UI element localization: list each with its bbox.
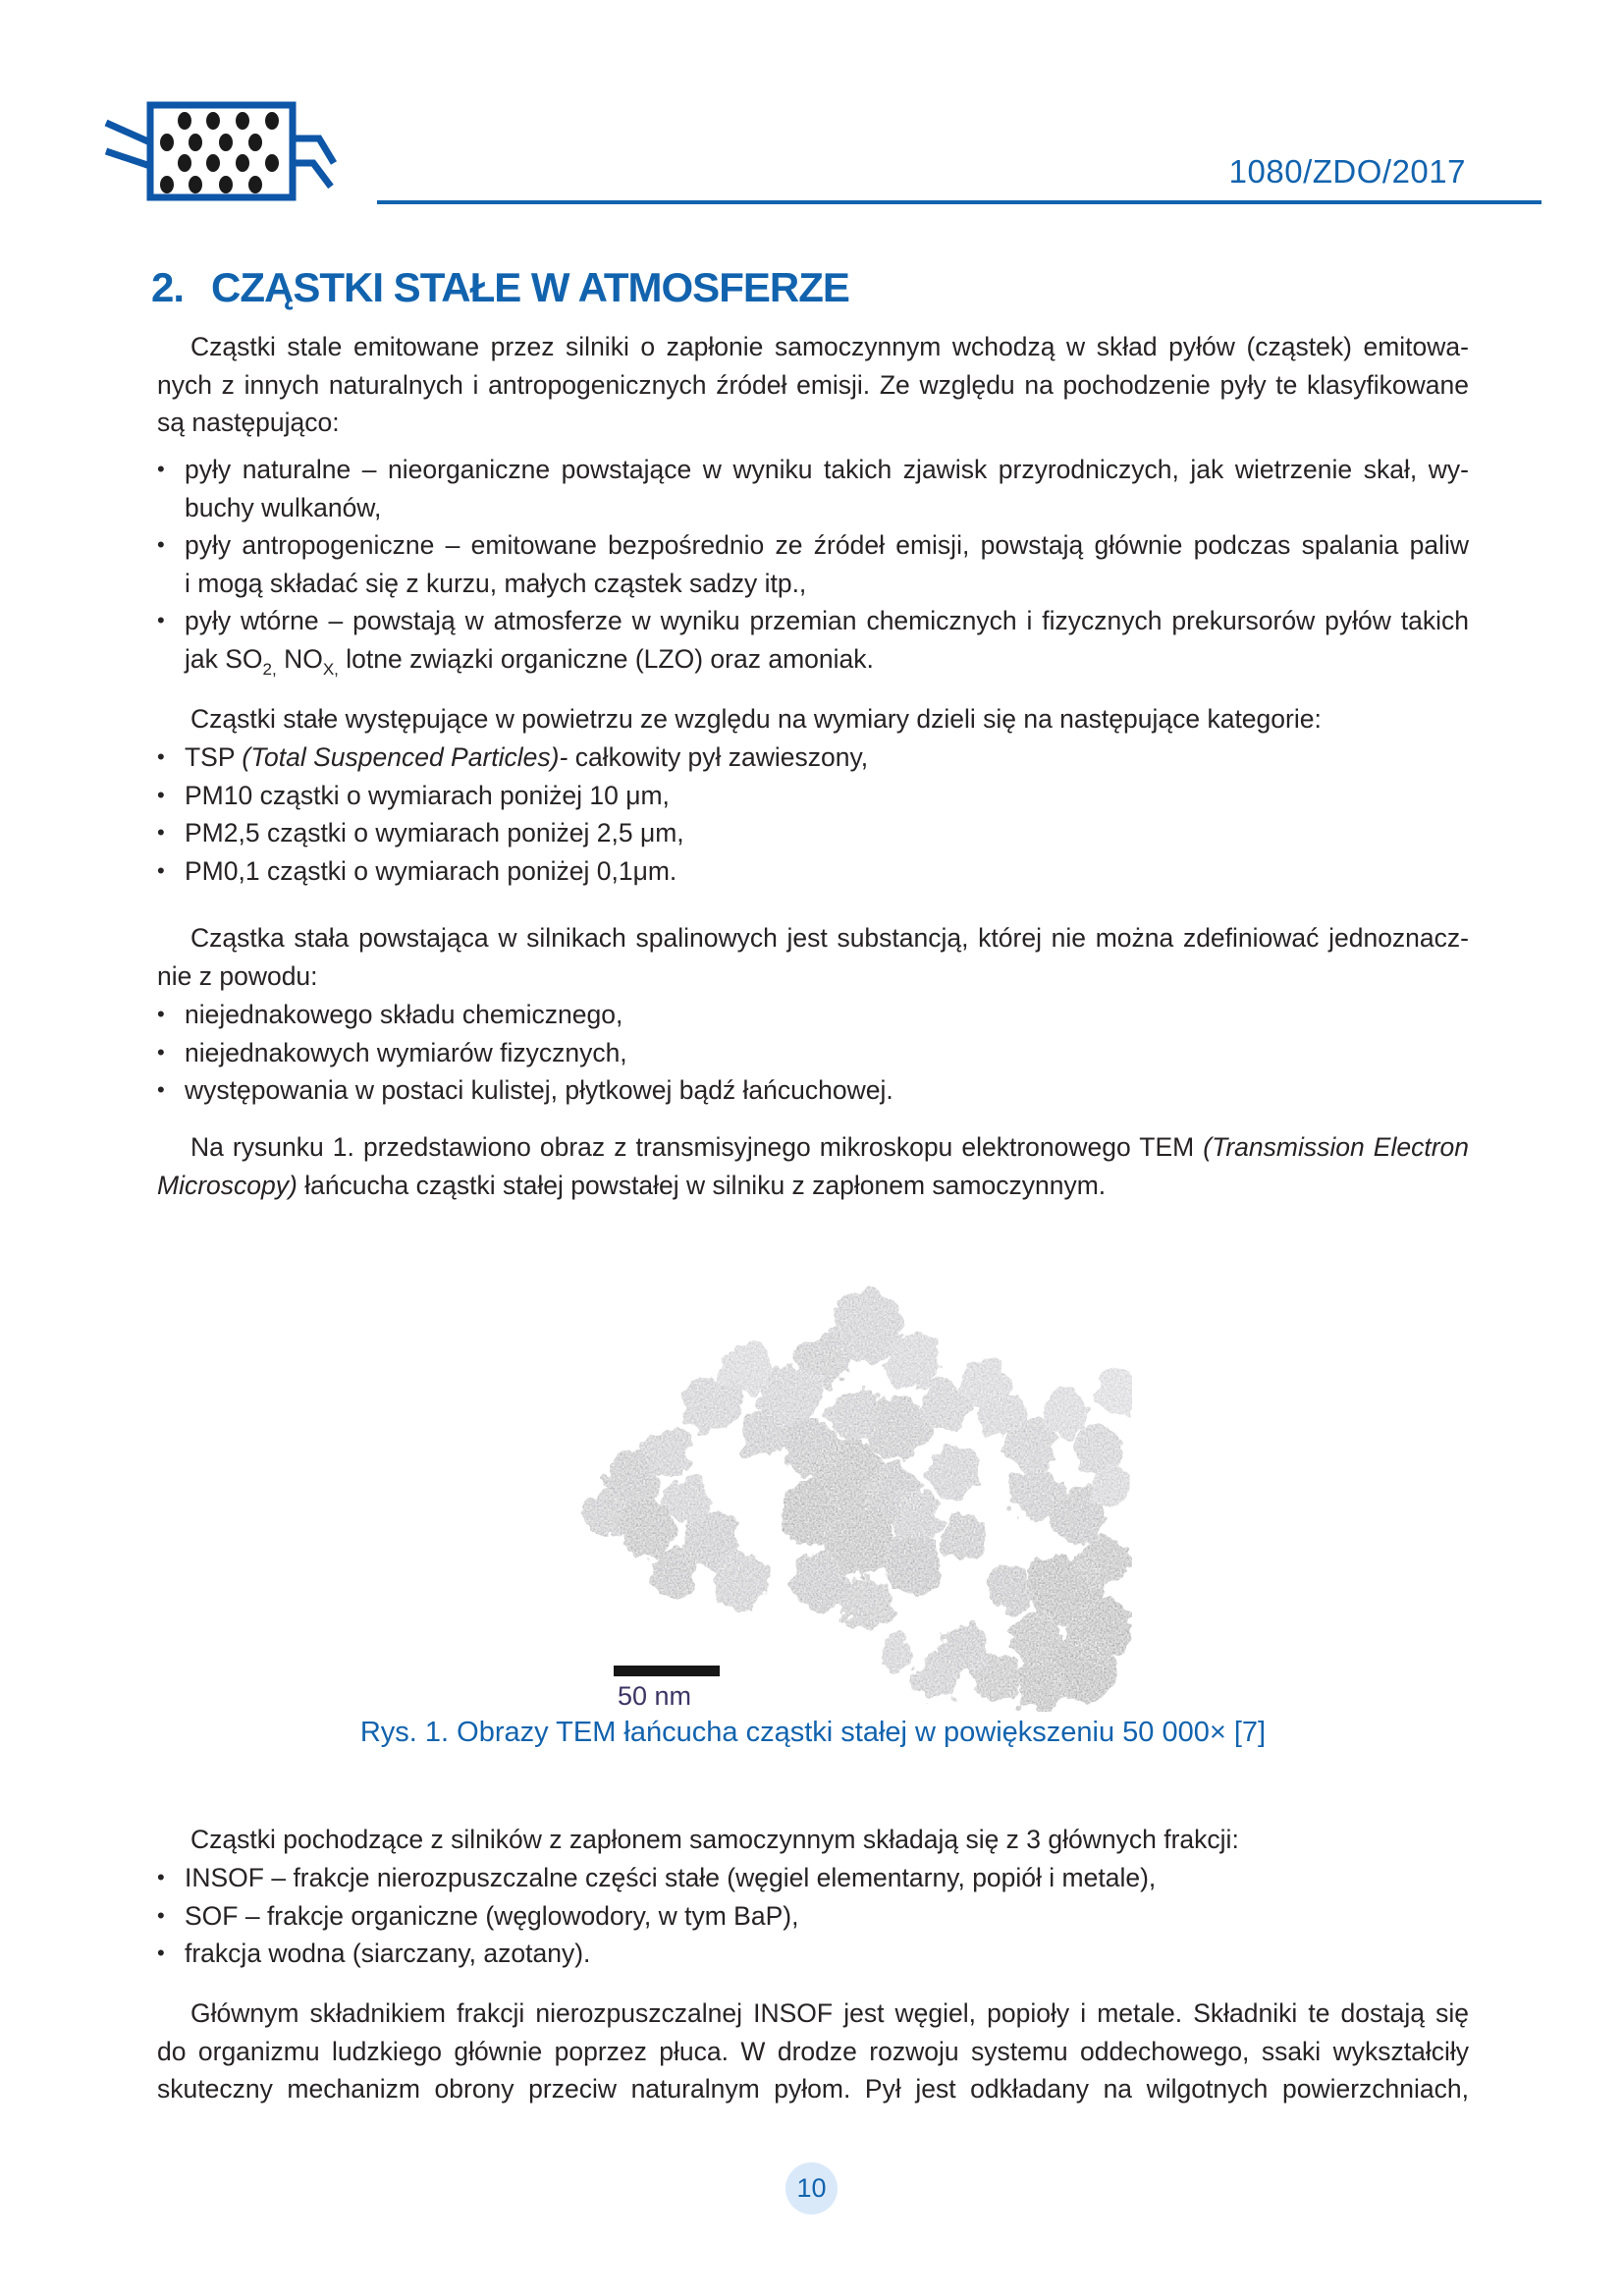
text-line: Głównym składnikiem frakcji nierozpuszczalnej INSOF jest węgiel, popioły i metale. Składniki te dostają się xyxy=(190,1998,1469,2028)
text-line: występowania w postaci kulistej, płytkowej bądź łańcuchowej. xyxy=(185,1075,893,1106)
page-number: 10 xyxy=(796,2173,827,2203)
text-line: niejednakowych wymiarów fizycznych, xyxy=(185,1037,627,1067)
text-line: pyły naturalne – nieorganiczne powstające w wyniku takich zjawisk przyrodniczych, jak wietrzenie skał, wy- xyxy=(185,455,1469,484)
text-line: nie z powodu: xyxy=(157,960,318,991)
bullet-icon: • xyxy=(157,1865,165,1889)
text-line xyxy=(185,640,1469,689)
categories-list xyxy=(157,738,1469,890)
text-line: skuteczny mechanizm obrony przeciw naturalnym pyłom. Pył jest odkładany na wilgotnych powierzchniach, xyxy=(157,2074,1469,2105)
text-line xyxy=(185,738,1469,777)
text-run-italic: Microscopy) xyxy=(157,1170,298,1200)
document-number: 1080/ZDO/2017 xyxy=(1228,153,1466,190)
logo-inlet-line xyxy=(106,151,150,166)
figure-tem xyxy=(572,1265,1132,1712)
scale-bar xyxy=(614,1666,720,1676)
categories-intro xyxy=(157,700,1469,738)
text-run-italic: (Transmission Electron xyxy=(1203,1132,1469,1162)
list-item-sof xyxy=(157,1897,1469,1936)
text-run: NO xyxy=(276,643,323,674)
text-run: Na rysunku 1. przedstawiono obraz z transmisyjnego mikroskopu elektronowego TEM xyxy=(190,1132,1204,1162)
logo-outlet-line xyxy=(293,163,331,187)
fractions-list xyxy=(157,1859,1469,1973)
text-line xyxy=(157,1167,1469,1205)
chem-subscript: X, xyxy=(322,659,339,679)
text-line: SOF – frakcje organiczne (węglowodory, w tym BaP), xyxy=(185,1900,799,1931)
list-item-water-fraction xyxy=(157,1935,1469,1973)
text-run: całkowity pył zawieszony, xyxy=(568,742,869,772)
text-run: lotne związki organiczne (LZO) oraz amoniak. xyxy=(338,643,874,674)
reasons-list xyxy=(157,996,1469,1110)
list-item-anthropogenic-dust xyxy=(157,526,1469,602)
list-item-pm10 xyxy=(157,777,1469,815)
section-heading xyxy=(151,264,849,310)
intro-paragraph xyxy=(157,328,1469,442)
text-line: nych z innych naturalnych i antropogenicznych źródeł emisji. Ze względu na pochodzenie pyły te klasyfikowane xyxy=(157,369,1469,400)
text-line: pyły wtórne – powstają w atmosferze w wyniku przemian chemicznych i fizycznych prekursorów pyłów takich xyxy=(185,606,1469,636)
header-divider xyxy=(377,200,1542,204)
bullet-icon: • xyxy=(157,1039,165,1065)
definition-paragraph xyxy=(157,919,1469,995)
list-item-pm25 xyxy=(157,814,1469,852)
dust-types-list xyxy=(157,451,1469,689)
text-line: niejednakowego składu chemicznego, xyxy=(185,1000,623,1029)
bullet-icon: • xyxy=(157,1902,165,1928)
closing-paragraph xyxy=(157,1995,1469,2108)
bullet-icon: • xyxy=(157,782,165,807)
list-item-tsp xyxy=(157,738,1469,777)
figure-caption: Rys. 1. Obrazy TEM łańcucha cząstki stałej w powiększeniu 50 000× [7] xyxy=(359,1717,1267,1748)
logo-inlet-line xyxy=(106,123,150,142)
text-line: i mogą składać się z kurzu, małych cząstek sadzy itp., xyxy=(185,568,807,598)
scale-label: 50 nm xyxy=(618,1681,692,1711)
text-line: buchy wulkanów, xyxy=(185,492,382,522)
text-line xyxy=(157,1128,1469,1167)
list-item-composition xyxy=(157,996,1469,1034)
text-run: jak SO xyxy=(185,643,263,674)
text-run: TSP xyxy=(185,742,243,772)
text-line: INSOF – frakcje nierozpuszczalne części stałe (węgiel elementarny, popiół i metale), xyxy=(185,1863,1157,1892)
bullet-icon: • xyxy=(157,457,165,481)
bullet-icon: • xyxy=(157,744,165,769)
list-item-secondary-dust xyxy=(157,602,1469,688)
chem-subscript: 2, xyxy=(262,659,277,679)
bullet-icon: • xyxy=(157,1077,165,1103)
text-line: PM2,5 cząstki o wymiarach poniżej 2,5 μm, xyxy=(185,818,684,848)
figure-intro-paragraph xyxy=(157,1128,1469,1204)
list-item-insof xyxy=(157,1859,1469,1897)
text-line: pyły antropogeniczne – emitowane bezpośrednio ze źródeł emisji, powstają głównie podczas spalania paliw xyxy=(185,530,1469,561)
text-line: PM0,1 cząstki o wymiarach poniżej 0,1μm. xyxy=(185,855,677,886)
bullet-icon: • xyxy=(157,820,165,846)
text-line: Cząstki stale emitowane przez silniki o zapłonie samoczynnym wchodzą w skład pyłów (cząstek) emitowa- xyxy=(190,332,1469,361)
text-line: Cząstki pochodzące z silników z zapłonem samoczynnym składają się z 3 głównych frakcji: xyxy=(190,1825,1239,1854)
particulate-filter-logo xyxy=(101,91,337,209)
bullet-icon: • xyxy=(157,608,165,633)
text-run: łańcucha cząstki stałej powstałej w silniku z zapłonem samoczynnym. xyxy=(297,1170,1107,1200)
text-line: są następująco: xyxy=(157,408,340,438)
text-line: frakcja wodna (siarczany, azotany). xyxy=(185,1939,591,1969)
text-line: do organizmu ludzkiego głównie poprzez płuca. W drodze rozwoju systemu oddechowego, ssaki wykształciły xyxy=(157,2036,1469,2066)
text-line: Cząstki stałe występujące w powietrzu ze względu na wymiary dzieli się na następujące kategorie: xyxy=(190,704,1322,734)
section-title: CZĄSTKI STAŁE W ATMOSFERZE xyxy=(211,264,849,310)
section-number: 2. xyxy=(151,264,185,310)
list-item-pm01 xyxy=(157,852,1469,891)
bullet-icon: • xyxy=(157,1002,165,1026)
logo-outlet-line xyxy=(293,138,334,163)
list-item-natural-dust xyxy=(157,451,1469,526)
bullet-icon: • xyxy=(157,532,165,558)
bullet-icon: • xyxy=(157,1941,165,1966)
text-run-italic: (Total Suspenced Particles)- xyxy=(242,742,568,772)
list-item-shape xyxy=(157,1071,1469,1110)
fractions-intro xyxy=(157,1821,1469,1859)
text-line: PM10 cząstki o wymiarach poniżej 10 μm, xyxy=(185,780,670,810)
tem-image xyxy=(572,1265,1132,1712)
bullet-icon: • xyxy=(157,857,165,883)
text-line: Cząstka stała powstająca w silnikach spalinowych jest substancją, której nie można zdefiniować jednoznacz- xyxy=(190,923,1469,953)
page-number-badge xyxy=(785,2162,838,2214)
list-item-dimensions xyxy=(157,1034,1469,1072)
